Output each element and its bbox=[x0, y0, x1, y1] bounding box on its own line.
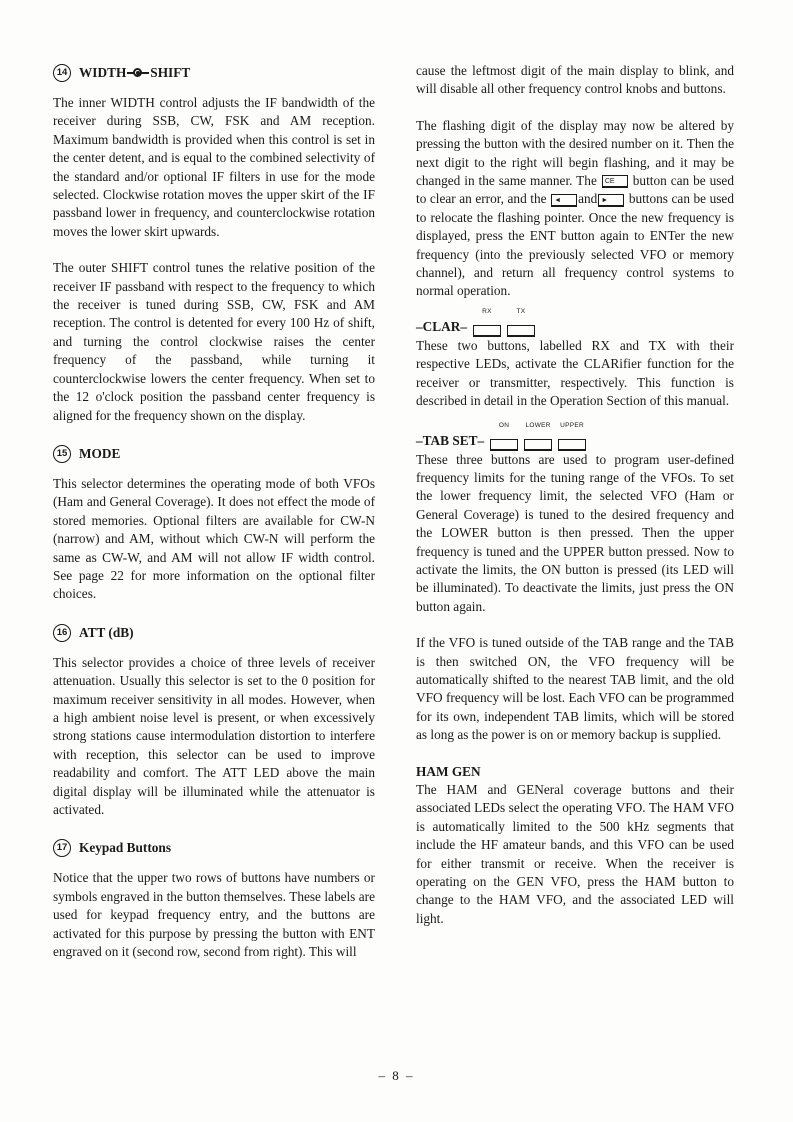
clar-tx-button-icon bbox=[507, 303, 535, 336]
tab-set-heading bbox=[416, 411, 734, 451]
clar-rx-button-icon bbox=[473, 303, 501, 336]
ce-key-icon: CE bbox=[602, 175, 628, 188]
section-17-title: Keypad Buttons bbox=[79, 840, 171, 856]
flashing-text-and: and bbox=[578, 191, 598, 207]
ham-gen-paragraph: The HAM and GENeral coverage buttons and their associated LEDs select the operating VFO. The HAM VFO is automatically limited to the 500 kHz segments that include the HF amateur bands, and this VFO can be used for either transmit or receive. When the receiver is operating on the GEN VFO, press the HAM button to change to the HAM VFO, and the associated LED will light. bbox=[416, 782, 734, 926]
section-15-title: MODE bbox=[79, 445, 121, 461]
tab-upper-caption: UPPER bbox=[560, 422, 585, 430]
section-number-badge: 15 bbox=[53, 445, 71, 463]
page-number: – 8 – bbox=[378, 1068, 415, 1083]
section-16-title: ATT (dB) bbox=[79, 624, 134, 640]
right-column bbox=[416, 62, 734, 928]
width-shift-knob-icon bbox=[127, 67, 149, 79]
section-14-paragraph-2: The outer SHIFT control tunes the relative position of the receiver IF passband with respect to the frequency to which the receiver is tuned during SSB, CW, FSK and AM reception. The control is detented for every 100 Hz of shift, and turning the control clockwise raises the center frequency of the passband, while turning it counterclockwise lowers the center frequency. When set to the 12 o'clock position the passband center frequency is aligned for the frequency shown on the display. bbox=[53, 260, 375, 423]
section-17-paragraph: Notice that the upper two rows of buttons have numbers or symbols engraved in the button themselves. These labels are used for keypad frequency entry, and the buttons are activated for this purpose by pressing the button with ENT engraved on it (second row, second from right). This will bbox=[53, 870, 375, 960]
flashing-digit-paragraph bbox=[416, 117, 734, 301]
right-arrow-key-icon: ► bbox=[598, 194, 624, 207]
section-number-badge: 16 bbox=[53, 624, 71, 642]
flashing-text-a: The flashing digit of the display may now be altered by pressing the button with the desired number on it. Then the next digit to the right will begin flashing, and it may be changed in the same manner. The bbox=[416, 117, 734, 189]
keypad-continuation-paragraph: cause the leftmost digit of the main display to blink, and will disable all other frequency control knobs and buttons. bbox=[416, 63, 734, 97]
section-number-badge: 17 bbox=[53, 839, 71, 857]
section-15-paragraph: This selector determines the operating mode of both VFOs (Ham and General Coverage). It does not effect the mode of stored memories. Optional filters are available for CW-N (narrow) and AM, without which CW-N will perform the same as CW-W, and AM will not allow IF width control. See page 22 for more information on the optional filter choices. bbox=[53, 475, 375, 602]
tab-upper-button-icon bbox=[558, 417, 586, 450]
tab-set-paragraph-2: If the VFO is tuned outside of the TAB range and the TAB is then switched ON, the VFO frequency will be automatically shifted to the nearest TAB limit, and the old VFO frequency will be lost. Each VFO can be programmed for its own, independent TAB limits, which will be stored as long as the power is on or memory backup is supplied. bbox=[416, 635, 734, 743]
section-17-heading bbox=[53, 837, 375, 859]
tab-on-button-icon bbox=[490, 417, 518, 450]
section-14-title-width: WIDTH bbox=[79, 64, 127, 80]
flashing-text-c: buttons can be used to relocate the flashing pointer. Once the new frequency is displayed, press the ENT button again to ENTer the new frequency (into the previously selected VFO or memory channel), and return all frequency control systems to normal operation. bbox=[416, 191, 734, 299]
section-14-heading bbox=[53, 62, 375, 84]
section-14-paragraph-1: The inner WIDTH control adjusts the IF bandwidth of the receiver during SSB, CW, FSK and AM reception. Maximum bandwidth is provided when this control is set in the center detent, and is equal to the combined selectivity of the standard and/or optional IF filters in use for the mode selected. Clockwise rotation moves the upper skirt of the IF passband lower in frequency, and counterclockwise rotation moves the lower skirt upwards. bbox=[53, 95, 375, 239]
tab-lower-button-icon bbox=[524, 417, 552, 450]
tab-on-caption: ON bbox=[498, 422, 510, 430]
tab-set-paragraph-1: These three buttons are used to program user-defined frequency limits for the tuning range of the VFOs. To set the lower frequency limit, the selected VFO (Ham or General Coverage) is tuned to the desired frequency and the LOWER button is then pressed. Then the upper frequency is tuned and the UPPER button pressed. Now to activate the limits, the ON button is pressed (its LED will be illuminated). To deactivate the limits, just press the ON button again. bbox=[416, 451, 734, 614]
tab-lower-caption: LOWER bbox=[525, 422, 551, 430]
clar-label: –CLAR– bbox=[416, 319, 467, 335]
clar-heading bbox=[416, 301, 734, 337]
section-number-badge: 14 bbox=[53, 64, 71, 82]
left-arrow-key-icon: ◄ bbox=[551, 194, 577, 207]
clar-tx-caption: TX bbox=[516, 308, 526, 316]
clar-rx-caption: RX bbox=[482, 308, 492, 316]
ham-gen-title: HAM GEN bbox=[416, 763, 481, 779]
section-16-heading bbox=[53, 622, 375, 644]
flashing-text-b: button can be used to clear an error, and the bbox=[416, 173, 734, 207]
left-column bbox=[53, 62, 375, 961]
tab-set-label: –TAB SET– bbox=[416, 433, 485, 449]
section-16-paragraph: This selector provides a choice of three levels of receiver attenuation. Usually this selector is set to the 0 position for maximum receiver sensitivity in all modes. However, when a high ambient noise level is present, or when excessively strong stations cause intermodulation distortion to interfere with reception, this selector can be used to improve readability and comfort. The ATT LED above the main digital display will be illuminated while the attenuator is activated. bbox=[53, 654, 375, 817]
clar-paragraph: These two buttons, labelled RX and TX with their respective LEDs, activate the CLARifier function for the receiver or transmitter, respectively. This function is described in detail in the Operation Section of this manual. bbox=[416, 337, 734, 409]
section-15-heading bbox=[53, 443, 375, 465]
section-14-title-shift: SHIFT bbox=[150, 64, 191, 80]
